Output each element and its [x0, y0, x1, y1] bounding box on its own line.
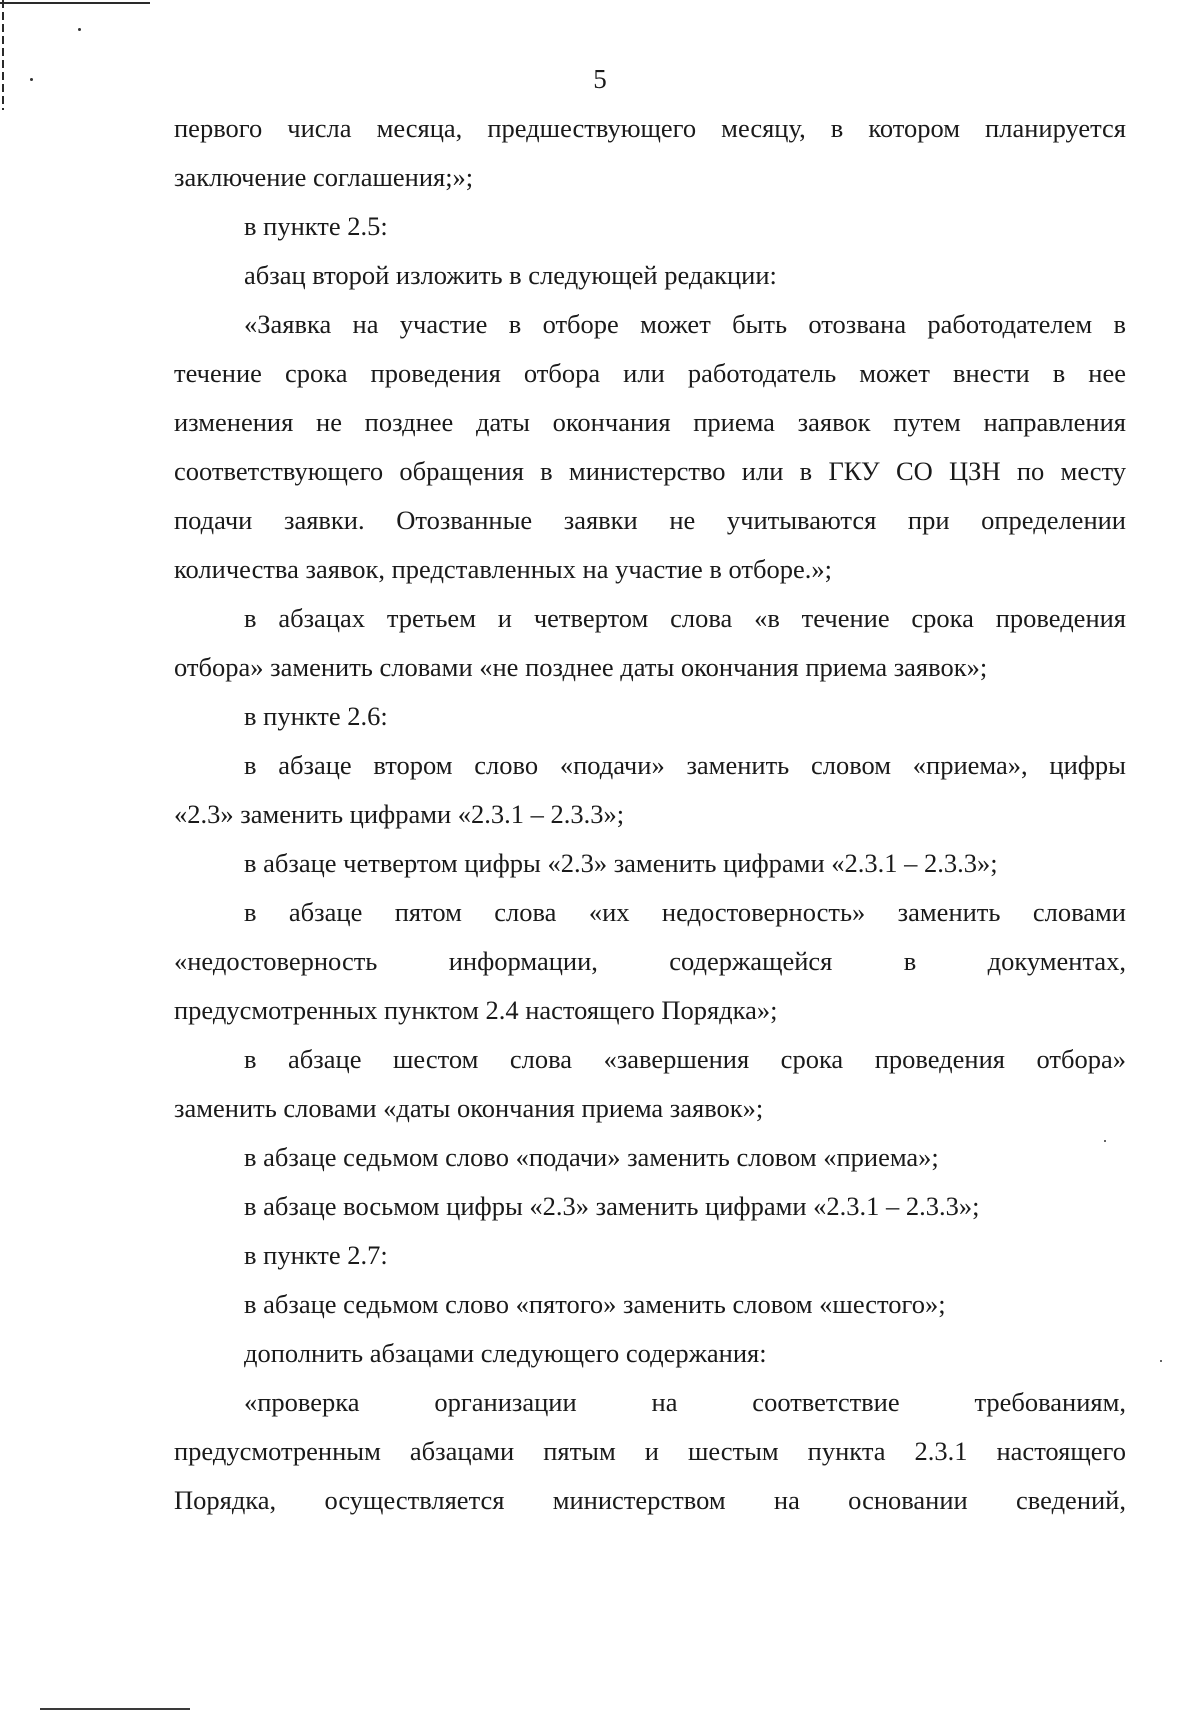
document-body	[174, 104, 1126, 1525]
text-line: в абзаце восьмом цифры «2.3» заменить цифрами «2.3.1 – 2.3.3»;	[244, 1191, 980, 1221]
text-line: дополнить абзацами следующего содержания:	[244, 1338, 767, 1368]
page-number: 5	[593, 64, 607, 94]
text-line: в пункте 2.7:	[244, 1240, 388, 1270]
text-line: заменить словами «даты окончания приема заявок»;	[174, 1093, 764, 1123]
text-line: течение срока проведения отбора или работодатель может внести в нее	[174, 358, 1126, 388]
text-line: «Заявка на участие в отборе может быть отозвана работодателем в	[244, 309, 1126, 339]
scan-speck	[78, 28, 81, 31]
text-line: Порядка, осуществляется министерством на основании сведений,	[174, 1485, 1126, 1515]
text-line: в пункте 2.5:	[244, 211, 388, 241]
text-line: подачи заявки. Отозванные заявки не учитываются при определении	[174, 505, 1126, 535]
text-line: «недостоверность информации, содержащейся в документах,	[174, 946, 1126, 976]
text-line: «2.3» заменить цифрами «2.3.1 – 2.3.3»;	[174, 799, 625, 829]
text-line: в абзаце пятом слова «их недостоверность» заменить словами	[244, 897, 1126, 927]
text-line: количества заявок, представленных на участие в отборе.»;	[174, 554, 832, 584]
text-line: предусмотренных пунктом 2.4 настоящего Порядка»;	[174, 995, 778, 1025]
text-line: абзац второй изложить в следующей редакции:	[244, 260, 777, 290]
scan-speck	[1160, 1360, 1162, 1362]
text-line: заключение соглашения;»;	[174, 162, 474, 192]
text-line: «проверка организации на соответствие требованиям,	[244, 1387, 1126, 1417]
text-line: в абзаце шестом слова «завершения срока проведения отбора»	[244, 1044, 1126, 1074]
text-line: в абзацах третьем и четвертом слова «в течение срока проведения	[244, 603, 1126, 633]
text-line: в абзаце четвертом цифры «2.3» заменить цифрами «2.3.1 – 2.3.3»;	[244, 848, 998, 878]
text-line: отбора» заменить словами «не позднее даты окончания приема заявок»;	[174, 652, 988, 682]
text-line: соответствующего обращения в министерство или в ГКУ СО ЦЗН по месту	[174, 456, 1126, 486]
text-line: в абзаце седьмом слово «пятого» заменить словом «шестого»;	[244, 1289, 946, 1319]
text-line: предусмотренным абзацами пятым и шестым пункта 2.3.1 настоящего	[174, 1436, 1126, 1466]
text-line: первого числа месяца, предшествующего месяцу, в котором планируется	[174, 113, 1126, 143]
text-line: изменения не позднее даты окончания приема заявок путем направления	[174, 407, 1126, 437]
scan-border-bottom	[40, 1708, 190, 1710]
text-line: в абзаце седьмом слово «подачи» заменить словом «приема»;	[244, 1142, 939, 1172]
text-line: в абзаце втором слово «подачи» заменить словом «приема», цифры	[244, 750, 1126, 780]
text-line: в пункте 2.6:	[244, 701, 388, 731]
scan-border-top	[0, 2, 150, 4]
